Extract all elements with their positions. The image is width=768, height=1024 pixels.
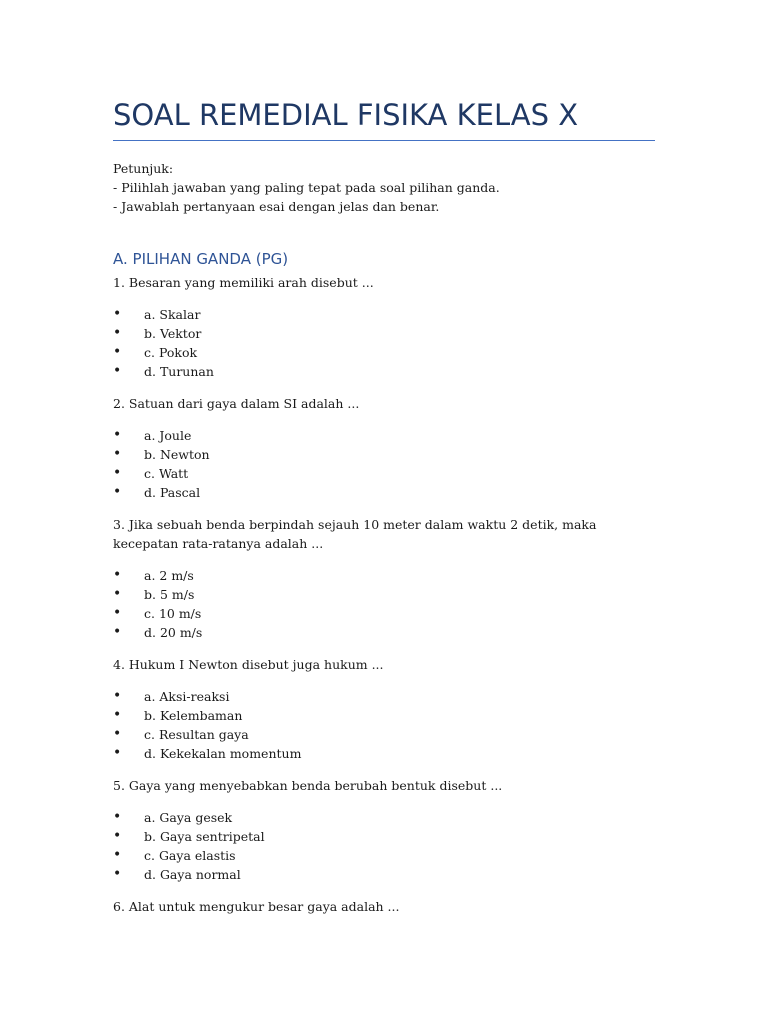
answer-option-label: b. Gaya sentripetal bbox=[144, 829, 265, 844]
answer-option-label: c. Gaya elastis bbox=[144, 848, 236, 863]
answer-option bbox=[113, 827, 655, 846]
answer-option bbox=[113, 865, 655, 884]
answer-option bbox=[113, 566, 655, 585]
question-list bbox=[113, 273, 655, 929]
answer-option bbox=[113, 725, 655, 744]
answer-option-label: d. Pascal bbox=[144, 485, 201, 500]
question-text: 1. Besaran yang memiliki arah disebut ... bbox=[113, 275, 374, 290]
bullet-icon: • bbox=[113, 586, 122, 602]
bullet-icon: • bbox=[113, 484, 122, 500]
answer-option bbox=[113, 604, 655, 623]
instruction-line: - Jawablah pertanyaan esai dengan jelas dan benar. bbox=[113, 199, 440, 214]
question-item bbox=[113, 776, 655, 884]
instruction-line: - Pilihlah jawaban yang paling tepat pada soal pilihan ganda. bbox=[113, 180, 500, 195]
answer-option-label: a. Aksi-reaksi bbox=[144, 689, 230, 704]
bullet-icon: • bbox=[113, 866, 122, 882]
answer-option-label: b. Vektor bbox=[144, 326, 202, 341]
answer-option-label: a. Joule bbox=[144, 428, 192, 443]
answer-option-label: c. Watt bbox=[144, 466, 189, 481]
question-text: 4. Hukum I Newton disebut juga hukum ... bbox=[113, 657, 384, 672]
answer-option-label: d. 20 m/s bbox=[144, 625, 203, 640]
question-item bbox=[113, 897, 655, 916]
bullet-icon: • bbox=[113, 745, 122, 761]
answer-option bbox=[113, 623, 655, 642]
bullet-icon: • bbox=[113, 624, 122, 640]
bullet-icon: • bbox=[113, 446, 122, 462]
answer-option bbox=[113, 343, 655, 362]
answer-option-label: a. Skalar bbox=[144, 307, 201, 322]
answer-option bbox=[113, 744, 655, 763]
answer-option-label: d. Kekekalan momentum bbox=[144, 746, 302, 761]
answer-option-label: b. Newton bbox=[144, 447, 210, 462]
answer-option-label: c. Resultan gaya bbox=[144, 727, 249, 742]
bullet-icon: • bbox=[113, 726, 122, 742]
answer-options bbox=[113, 808, 655, 884]
answer-option bbox=[113, 324, 655, 343]
answer-options bbox=[113, 426, 655, 502]
instructions-heading: Petunjuk: bbox=[113, 161, 174, 176]
answer-option bbox=[113, 687, 655, 706]
answer-option bbox=[113, 585, 655, 604]
answer-option bbox=[113, 362, 655, 381]
bullet-icon: • bbox=[113, 306, 122, 322]
instructions-block bbox=[113, 159, 655, 216]
bullet-icon: • bbox=[113, 605, 122, 621]
question-text: 5. Gaya yang menyebabkan benda berubah bentuk disebut ... bbox=[113, 778, 503, 793]
answer-options bbox=[113, 566, 655, 642]
bullet-icon: • bbox=[113, 344, 122, 360]
answer-option-label: b. Kelembaman bbox=[144, 708, 243, 723]
answer-option bbox=[113, 464, 655, 483]
question-text: 6. Alat untuk mengukur besar gaya adalah ... bbox=[113, 899, 400, 914]
section-heading-multiple-choice: A. PILIHAN GANDA (PG) bbox=[113, 250, 289, 268]
answer-option bbox=[113, 808, 655, 827]
bullet-icon: • bbox=[113, 363, 122, 379]
title-underline bbox=[113, 140, 655, 141]
question-text: 2. Satuan dari gaya dalam SI adalah ... bbox=[113, 396, 360, 411]
question-item bbox=[113, 273, 655, 381]
answer-options bbox=[113, 305, 655, 381]
answer-options bbox=[113, 687, 655, 763]
question-item bbox=[113, 394, 655, 502]
answer-option-label: c. Pokok bbox=[144, 345, 198, 360]
answer-option bbox=[113, 846, 655, 865]
question-item bbox=[113, 655, 655, 763]
answer-option-label: c. 10 m/s bbox=[144, 606, 202, 621]
page-title: SOAL REMEDIAL FISIKA KELAS X bbox=[113, 98, 579, 132]
bullet-icon: • bbox=[113, 707, 122, 723]
answer-option bbox=[113, 706, 655, 725]
bullet-icon: • bbox=[113, 809, 122, 825]
bullet-icon: • bbox=[113, 567, 122, 583]
answer-option bbox=[113, 483, 655, 502]
answer-option-label: d. Gaya normal bbox=[144, 867, 241, 882]
bullet-icon: • bbox=[113, 847, 122, 863]
answer-option-label: b. 5 m/s bbox=[144, 587, 195, 602]
answer-option bbox=[113, 426, 655, 445]
bullet-icon: • bbox=[113, 325, 122, 341]
answer-option bbox=[113, 445, 655, 464]
question-text: 3. Jika sebuah benda berpindah sejauh 10 meter dalam waktu 2 detik, maka kecepatan rata-ratanya adalah ... bbox=[113, 517, 597, 551]
bullet-icon: • bbox=[113, 427, 122, 443]
bullet-icon: • bbox=[113, 688, 122, 704]
answer-option bbox=[113, 305, 655, 324]
bullet-icon: • bbox=[113, 465, 122, 481]
answer-option-label: a. 2 m/s bbox=[144, 568, 194, 583]
answer-option-label: a. Gaya gesek bbox=[144, 810, 233, 825]
bullet-icon: • bbox=[113, 828, 122, 844]
answer-option-label: d. Turunan bbox=[144, 364, 214, 379]
question-item bbox=[113, 515, 655, 642]
